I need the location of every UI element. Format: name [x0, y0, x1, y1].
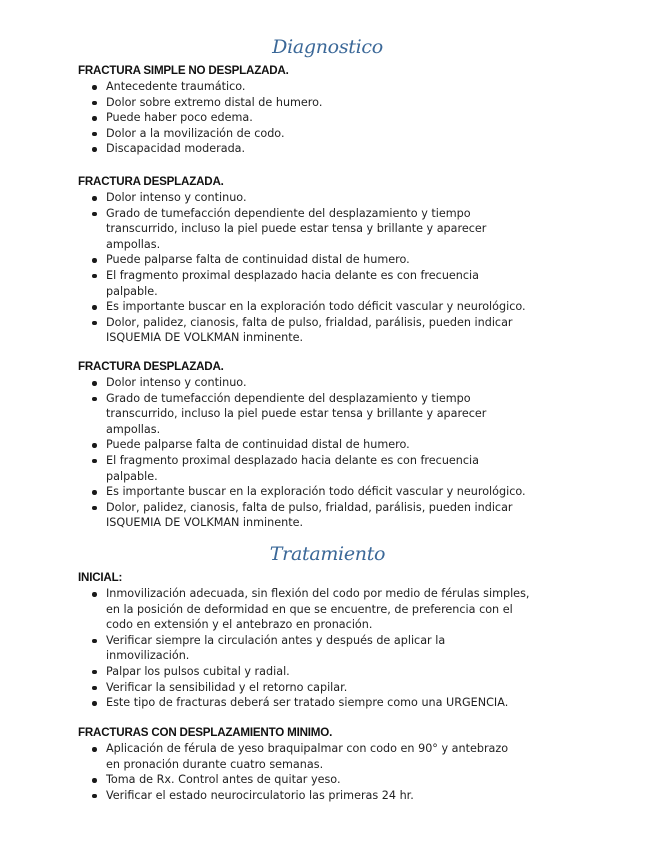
list-item [0, 633, 582, 664]
list-item-text: codo en extensión y el antebrazo en pronación. [106, 618, 373, 632]
section-heading: FRACTURA SIMPLE NO DESPLAZADA. [78, 64, 289, 77]
list-item-text: transcurrido, incluso la piel puede estar tensa y brillante y aparecer [106, 407, 487, 421]
diagnostico-title: Diagnostico [272, 36, 383, 58]
bullet-list [0, 375, 582, 531]
list-item [0, 453, 582, 484]
list-item-text: Este tipo de fracturas deberá ser tratado siempre como una URGENCIA. [106, 696, 509, 710]
list-item-text: ISQUEMIA DE VOLKMAN inminente. [106, 331, 304, 345]
list-item-text: Dolor, palidez, cianosis, falta de pulso, frialdad, parálisis, pueden indicar [106, 500, 513, 514]
list-item [0, 680, 582, 696]
bullet-list [0, 741, 582, 803]
list-item-text: Puede palparse falta de continuidad distal de humero. [106, 438, 410, 452]
list-item [0, 190, 582, 206]
list-item [0, 110, 582, 126]
list-item [0, 79, 582, 95]
list-item-text: Aplicación de férula de yeso braquipalmar con codo en 90° y antebrazo [106, 742, 509, 755]
list-item-text: Dolor a la movilización de codo. [106, 126, 285, 140]
list-item-text: El fragmento proximal desplazado hacia delante es con frecuencia [106, 453, 479, 467]
list-item [0, 141, 582, 157]
tratamiento-title: Tratamiento [269, 543, 386, 565]
list-item-text: ampollas. [106, 422, 161, 436]
list-item [0, 772, 582, 788]
list-item-text: Es importante buscar en la exploración todo déficit vascular y neurológico. [106, 300, 526, 314]
section-heading: FRACTURA DESPLAZADA. [78, 175, 224, 188]
list-item [0, 315, 582, 346]
list-item-text: ISQUEMIA DE VOLKMAN inminente. [106, 516, 304, 530]
list-item-text: El fragmento proximal desplazado hacia delante es con frecuencia [106, 268, 479, 282]
bullet-list [0, 586, 582, 711]
list-item-text: Palpar los pulsos cubital y radial. [106, 664, 290, 678]
list-item-text: Verificar el estado neurocirculatorio las primeras 24 hr. [106, 788, 414, 802]
list-item [0, 299, 582, 315]
bullet-list [0, 79, 582, 157]
bullet-list [0, 190, 582, 346]
list-item-text: palpable. [106, 284, 158, 298]
list-item [0, 95, 582, 111]
list-item [0, 126, 582, 142]
list-item-text: Verificar la sensibilidad y el retorno capilar. [106, 680, 348, 694]
list-item [0, 375, 582, 391]
list-item [0, 741, 582, 772]
list-item-text: ampollas. [106, 237, 161, 251]
list-item-text: Puede palparse falta de continuidad distal de humero. [106, 253, 410, 267]
list-item [0, 484, 582, 500]
list-item-text: inmovilización. [106, 649, 190, 663]
list-item-text: Grado de tumefacción dependiente del desplazamiento y tiempo [106, 391, 471, 405]
section-heading: FRACTURAS CON DESPLAZAMIENTO MINIMO. [78, 726, 333, 739]
list-item [0, 252, 582, 268]
section-heading: INICIAL: [78, 571, 123, 584]
list-item-text: Dolor intenso y continuo. [106, 191, 247, 204]
list-item-text: Es importante buscar en la exploración todo déficit vascular y neurológico. [106, 485, 526, 499]
list-item-text: Grado de tumefacción dependiente del desplazamiento y tiempo [106, 206, 471, 220]
list-item [0, 586, 582, 633]
list-item-text: palpable. [106, 469, 158, 483]
list-item-text: en pronación durante cuatro semanas. [106, 757, 324, 771]
list-item [0, 695, 582, 711]
list-item-text: Verificar siempre la circulación antes y después de aplicar la [106, 633, 446, 647]
list-item-text: Dolor, palidez, cianosis, falta de pulso, frialdad, parálisis, pueden indicar [106, 315, 513, 329]
list-item-text: en la posición de deformidad en que se encuentre, de preferencia con el [106, 602, 513, 616]
list-item-text: Dolor intenso y continuo. [106, 376, 247, 389]
list-item-text: Dolor sobre extremo distal de humero. [106, 95, 323, 109]
list-item [0, 268, 582, 299]
list-item-text: Inmovilización adecuada, sin flexión del codo por medio de férulas simples, [106, 587, 530, 600]
list-item [0, 391, 582, 438]
section-heading: FRACTURA DESPLAZADA. [78, 360, 224, 373]
list-item-text: Toma de Rx. Control antes de quitar yeso. [106, 773, 341, 787]
list-item [0, 206, 582, 253]
list-item [0, 788, 582, 804]
list-item [0, 437, 582, 453]
list-item [0, 500, 582, 531]
list-item-text: Discapacidad moderada. [106, 142, 246, 156]
list-item [0, 664, 582, 680]
list-item-text: Puede haber poco edema. [106, 111, 253, 125]
list-item-text: Antecedente traumático. [106, 80, 246, 93]
list-item-text: transcurrido, incluso la piel puede estar tensa y brillante y aparecer [106, 222, 487, 236]
